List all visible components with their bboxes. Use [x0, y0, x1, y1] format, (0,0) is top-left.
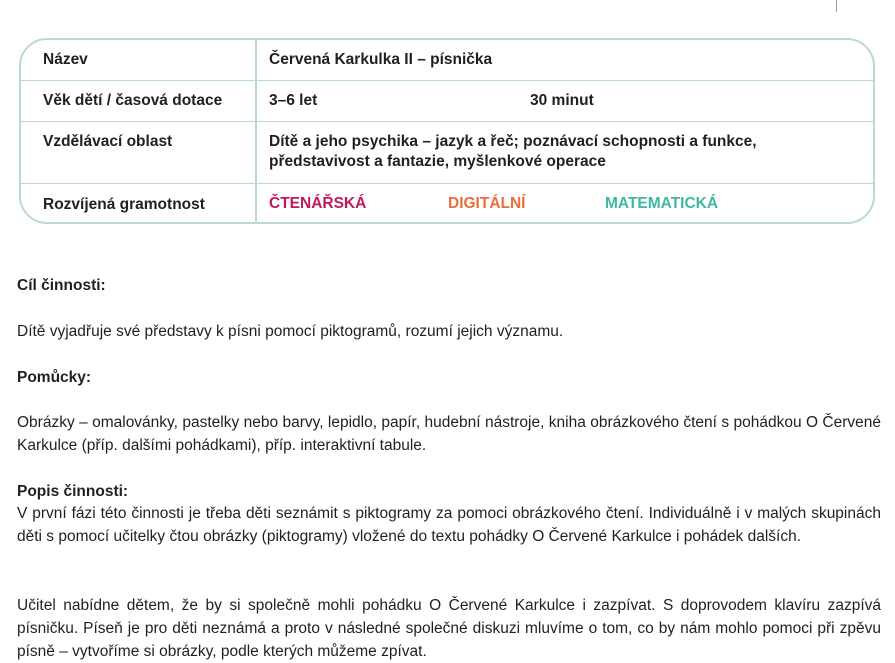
value-education-area-line1: Dítě a jeho psychika – jazyk a řeč; poznávací schopnosti a funkce, [269, 133, 757, 150]
literacy-reading: ČTENÁŘSKÁ [269, 195, 367, 212]
value-education-area-line2: představivost a fantazie, myšlenkové operace [269, 153, 606, 170]
description-paragraph-2: Učitel nabídne dětem, že by si společně mohli pohádku O Červené Karkulce i zazpívat. S doprovodem klavíru zazpívá písničku. Píseň je pro děti neznámá a proto v následné společné diskuzi mluvíme o tom, co by nám mohlo pomoci při zpěvu písně – vytvoříme si obrázky, podle kterých můžeme zpívat. [17, 597, 881, 660]
table-row-title [21, 40, 873, 81]
table-row-education-area [21, 122, 873, 184]
page-corner-mark [836, 0, 837, 12]
description-heading: Popis činnosti: [17, 483, 129, 500]
label-age-time: Věk dětí / časová dotace [43, 92, 223, 109]
label-title: Název [43, 51, 88, 68]
value-title: Červená Karkulka II – písnička [269, 51, 493, 68]
table-row-age-time [21, 81, 873, 122]
goal-heading: Cíl činnosti: [17, 277, 106, 294]
tools-heading: Pomůcky: [17, 369, 92, 386]
literacy-mathematical: MATEMATICKÁ [605, 195, 719, 212]
value-time: 30 minut [530, 92, 594, 109]
tools-text: Obrázky – omalovánky, pastelky nebo barvy, lepidlo, papír, hudební nástroje, kniha obrázkového čtení s pohádkou O Červené Karkulce (příp. dalšími pohádkami), příp. interaktivní tabule. [17, 414, 881, 454]
activity-info-table [19, 38, 875, 224]
goal-text: Dítě vyjadřuje své představy k písni pomocí piktogramů, rozumí jejich významu. [17, 323, 564, 340]
value-age: 3–6 let [269, 92, 318, 109]
label-education-area: Vzdělávací oblast [43, 133, 173, 150]
label-literacy: Rozvíjená gramotnost [43, 196, 205, 213]
description-paragraph-1: V první fázi této činnosti je třeba děti seznámit s piktogramy za pomoci obrázkového čtení. Individuálně i v malých skupinách děti s pomocí učitelky čtou obrázky (piktogramy) vložené do textu pohádky O Červené Karkulce i pohádek dalších. [17, 505, 881, 545]
literacy-digital: DIGITÁLNÍ [448, 195, 526, 212]
table-row-literacy [21, 184, 873, 224]
